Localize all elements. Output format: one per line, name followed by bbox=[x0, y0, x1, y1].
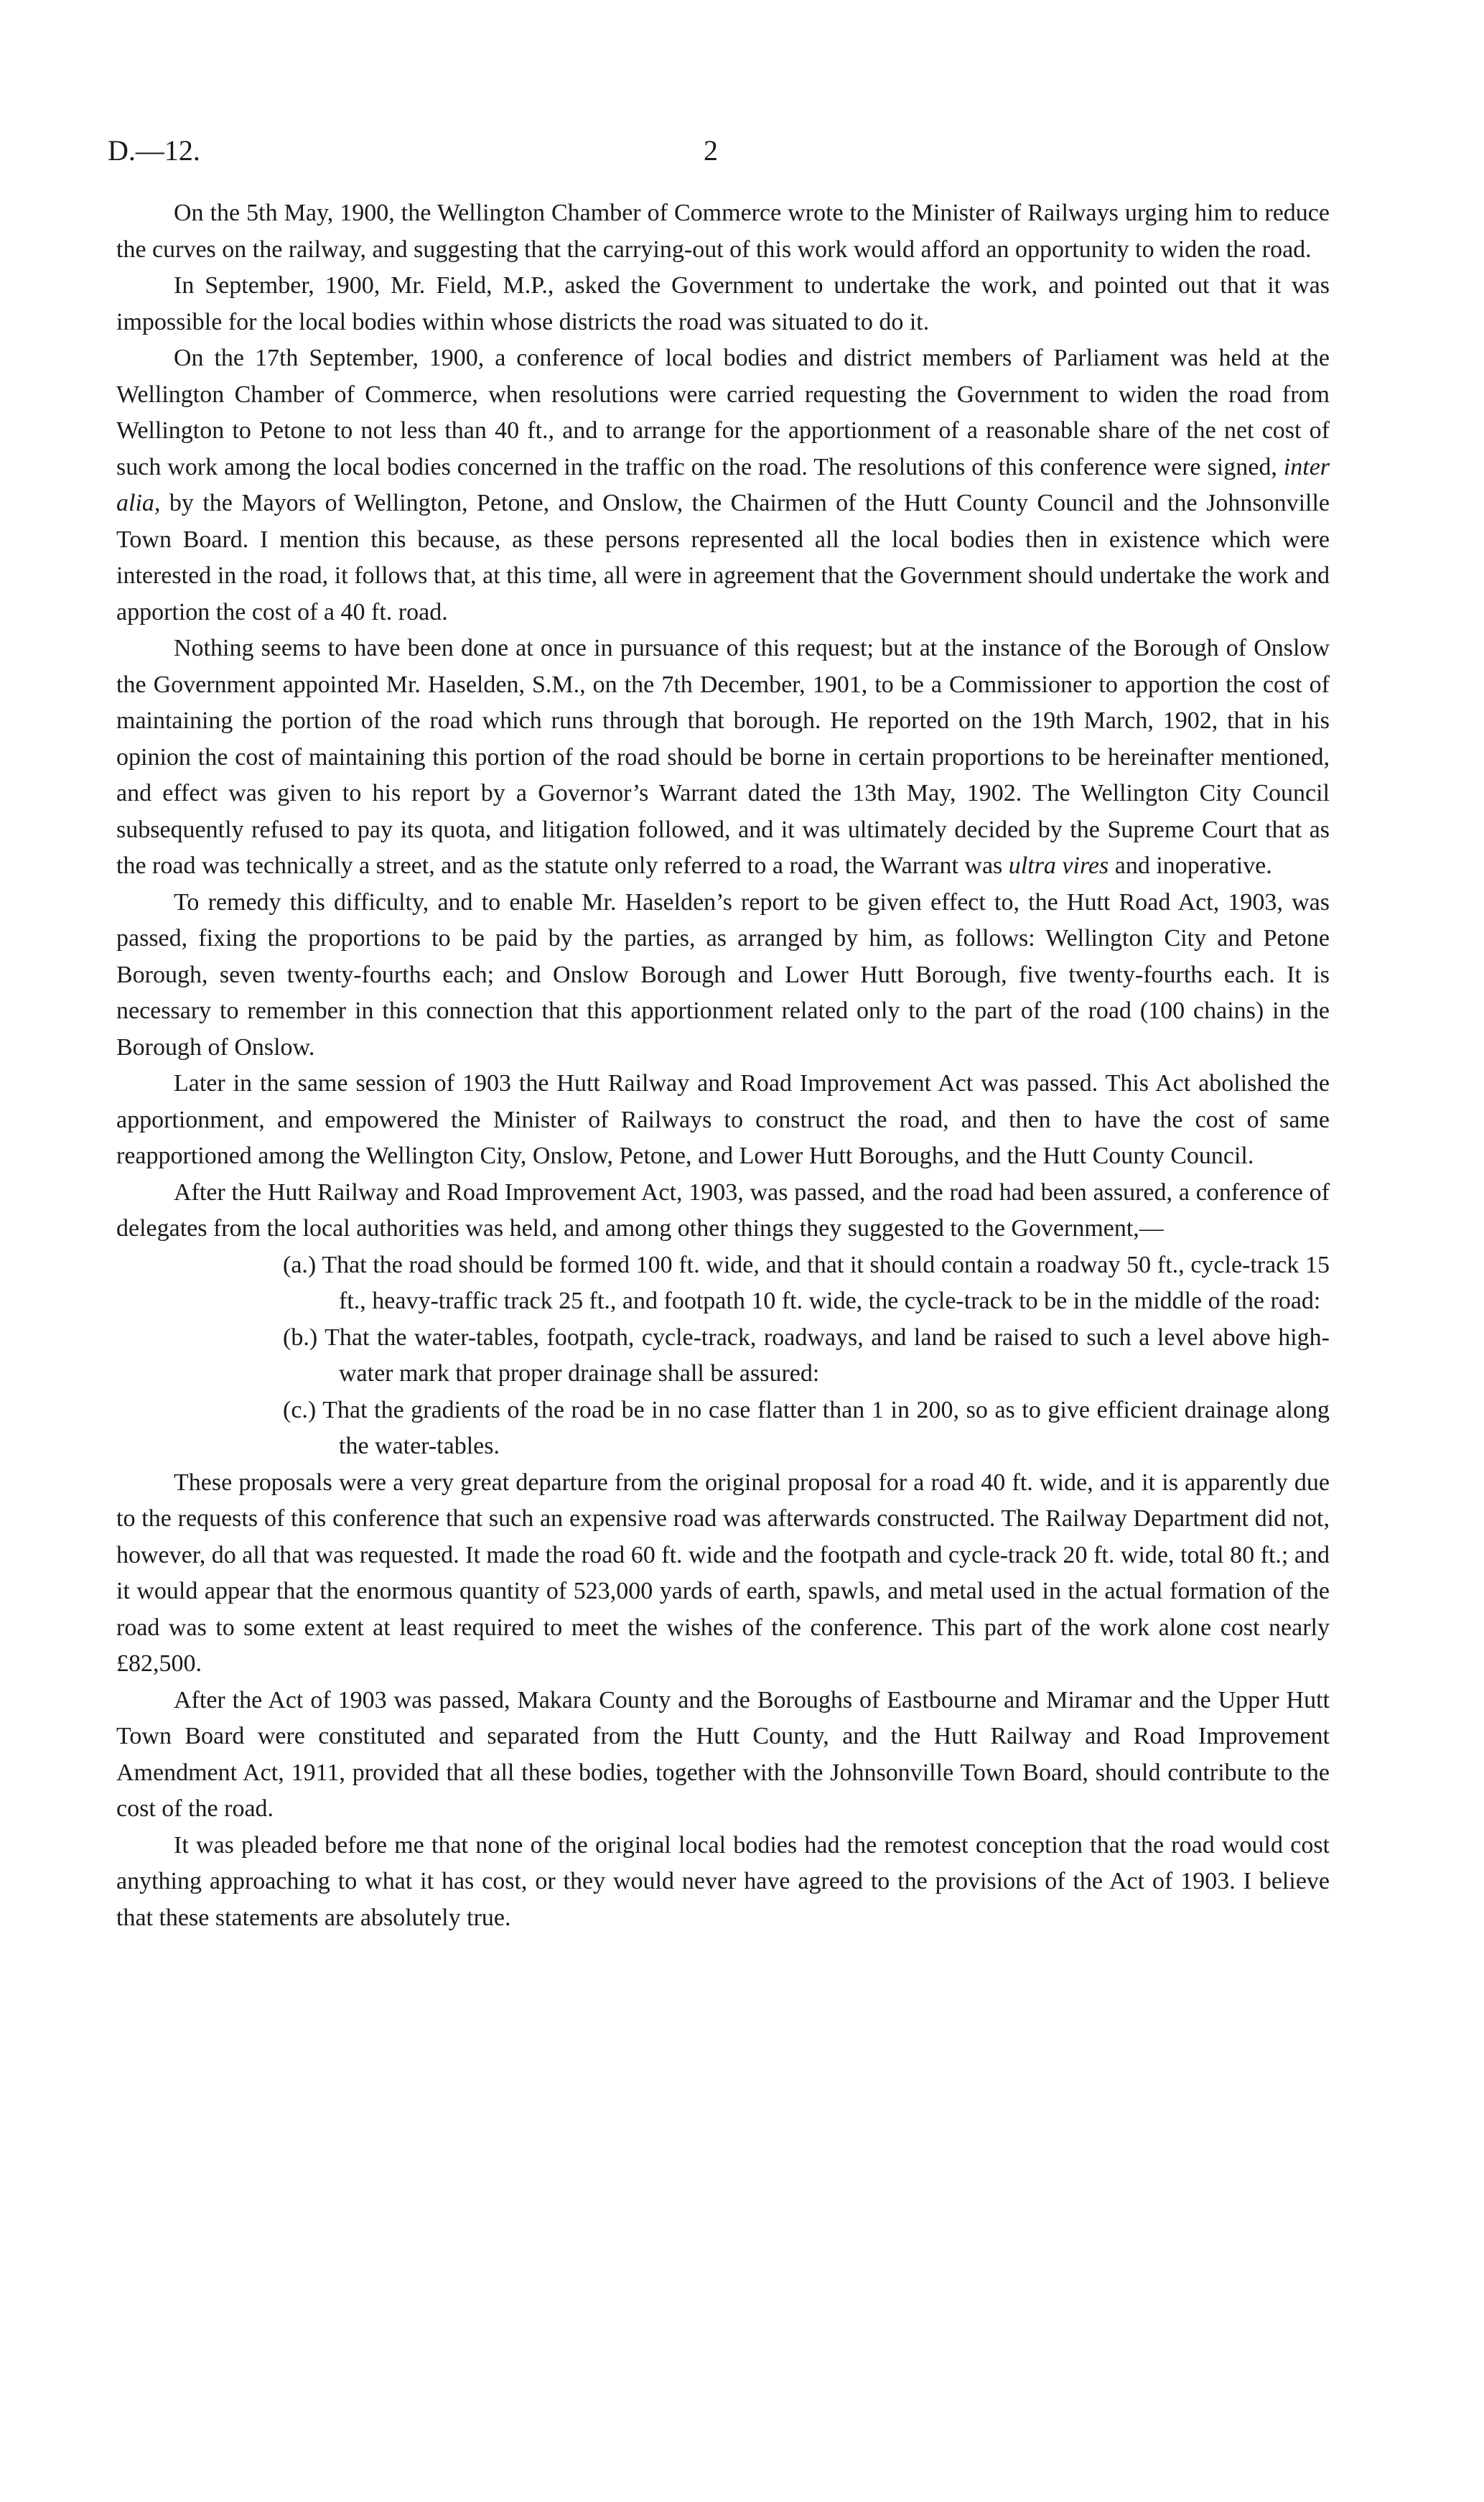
paragraph: In September, 1900, Mr. Field, M.P., asked the Government to undertake the work, and pointed out that it was impossible for the local bodies within whose districts the road was situated to do it. bbox=[116, 272, 1330, 335]
list-item-label: (c.) bbox=[283, 1396, 317, 1423]
paragraph-text: by the Mayors of Wellington, Petone, and Onslow, the Chairmen of the Hutt County Council and the Johnsonville Town Board. I mention this because, as these persons represented all the local bodies then in existence which were interested in the road, it follows that, at this time, all were in agreement that the Government should undertake the work and apportion the cost of a 40 ft. road. bbox=[116, 490, 1330, 626]
paragraph: After the Hutt Railway and Road Improvement Act, 1903, was passed, and the road had been assured, a conference of delegates from the local authorities was held, and among other things they suggested to the Government,— bbox=[116, 1178, 1330, 1242]
page-header bbox=[108, 134, 1328, 169]
paragraph: On the 5th May, 1900, the Wellington Chamber of Commerce wrote to the Minister of Railways urging him to reduce the curves on the railway, and suggesting that the carrying-out of this work would afford an opportunity to widen the road. bbox=[116, 200, 1330, 263]
italic-phrase: inter alia, bbox=[116, 453, 1330, 516]
paragraph-text: On the 17th September, 1900, a conference of local bodies and district members of Parliament was held at the Wellington Chamber of Commerce, when resolutions were carried requesting the Government to widen the road from Wellington to Petone to not less than 40 ft., and to arrange for the apportionment of a reasonable share of the net cost of such work among the local bodies concerned in the traffic on the road. The resolutions of this conference were signed, bbox=[116, 345, 1330, 480]
paragraph: Later in the same session of 1903 the Hutt Railway and Road Improvement Act was passed. This Act abolished the apportionment, and empowered the Minister of Railways to construct the road, and then to have the cost of same reapportioned among the Wellington City, Onslow, Petone, and Lower Hutt Boroughs, and the Hutt County Council. bbox=[116, 1070, 1330, 1169]
document-reference: D.—12. bbox=[108, 134, 200, 167]
list-item-label: (b.) bbox=[283, 1324, 318, 1351]
paragraph-text: and inoperative. bbox=[1114, 852, 1272, 879]
list-item bbox=[283, 1320, 1330, 1392]
italic-phrase: ultra vires bbox=[1008, 852, 1109, 879]
body-text bbox=[116, 195, 1330, 1936]
paragraph: After the Act of 1903 was passed, Makara County and the Boroughs of Eastbourne and Miramar and the Upper Hutt Town Board were constituted and separated from the Hutt County, and the Hutt Railway and Road Improvement Amendment Act, 1911, provided that all these bodies, together with the Johnsonville Town Board, should contribute to the cost of the road. bbox=[116, 1686, 1330, 1822]
list-item-text: That the water-tables, footpath, cycle-track, roadways, and land be raised to such a level above high-water mark that proper drainage shall be assured: bbox=[325, 1324, 1330, 1387]
list-item bbox=[283, 1392, 1330, 1465]
paragraph: It was pleaded before me that none of the original local bodies had the remotest conception that the road would cost anything approaching to what it has cost, or they would never have agreed to the provisions of the Act of 1903. I believe that these statements are absolutely true. bbox=[116, 1831, 1330, 1931]
paragraph bbox=[116, 631, 1330, 885]
list-item-text: That the road should be formed 100 ft. wide, and that it should contain a roadway 50 ft., cycle-track 15 ft., heavy-traffic track 25 ft., and footpath 10 ft. wide, the cycle-track to be in the middle of the road: bbox=[322, 1251, 1330, 1314]
list-item-label: (a.) bbox=[283, 1251, 317, 1278]
page-number: 2 bbox=[704, 134, 718, 167]
paragraph bbox=[116, 340, 1330, 631]
list-item bbox=[283, 1247, 1330, 1320]
paragraph: To remedy this difficulty, and to enable Mr. Haselden’s report to be given effect to, the Hutt Road Act, 1903, was passed, fixing the proportions to be paid by the parties, as arranged by him, as follows: Wellington City and Petone Borough, seven twenty-fourths each; and Onslow Borough and Lower Hutt Borough, five twenty-fourths each. It is necessary to remember in this connection that this apportionment related only to the part of the road (100 chains) in the Borough of Onslow. bbox=[116, 888, 1330, 1061]
paragraph-text: Nothing seems to have been done at once in pursuance of this request; but at the instance of the Borough of Onslow the Government appointed Mr. Haselden, S.M., on the 7th December, 1901, to be a Commissioner to apportion the cost of maintaining the portion of the road which runs through that borough. He reported on the 19th March, 1902, that in his opinion the cost of maintaining this portion of the road should be borne in certain proportions to be hereinafter mentioned, and effect was given to his report by a Governor’s Warrant dated the 13th May, 1902. The Wellington City Council subsequently refused to pay its quota, and litigation followed, and it was ultimately decided by the Supreme Court that as the road was technically a street, and as the statute only referred to a road, the Warrant was bbox=[116, 635, 1330, 879]
list-item-text: That the gradients of the road be in no case flatter than 1 in 200, so as to give efficient drainage along the water-tables. bbox=[322, 1396, 1330, 1459]
paragraph: These proposals were a very great departure from the original proposal for a road 40 ft. wide, and it is apparently due to the requests of this conference that such an expensive road was afterwards constructed. The Railway Department did not, however, do all that was requested. It made the road 60 ft. wide and the footpath and cycle-track 20 ft. wide, total 80 ft.; and it would appear that the enormous quantity of 523,000 yards of earth, spawls, and metal used in the actual formation of the road was to some extent at least required to meet the wishes of the conference. This part of the work alone cost nearly £82,500. bbox=[116, 1469, 1330, 1677]
